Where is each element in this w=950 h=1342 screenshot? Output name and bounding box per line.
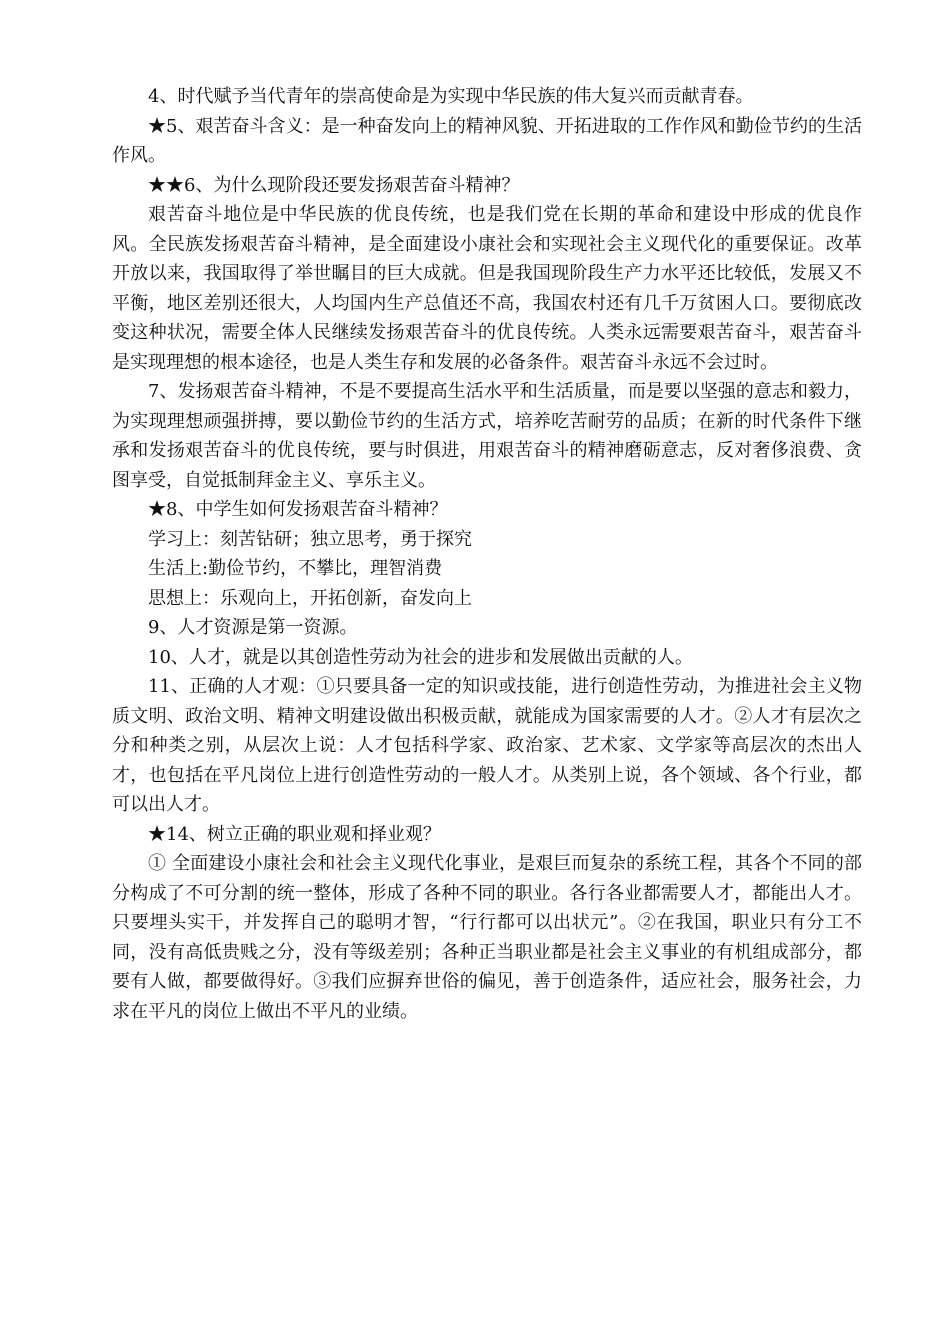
point-14-question: ★14、树立正确的职业观和择业观？ — [148, 823, 441, 845]
document-page — [112, 82, 862, 1026]
point-8-life: 生活上:勤俭节约，不攀比，理智消费 — [148, 558, 443, 579]
point-7: 7、发扬艰苦奋斗精神，不是不要提高生活水平和生活质量，而是要以坚强的意志和毅力，为实现理想顽强拼搏，要以勤俭节约的生活方式，培养吃苦耐劳的品质；在新的时代条件下继承和发扬艰苦奋斗的优良传统，要与时俱进，用艰苦奋斗的精神磨砺意志，反对奢侈浪费、贪图享受，自觉抵制拜金主义、享乐主义。 — [112, 381, 862, 491]
point-6-question: ★★6、为什么现阶段还要发扬艰苦奋斗精神？ — [148, 174, 520, 196]
point-6-answer: 艰苦奋斗地位是中华民族的优良传统，也是我们党在长期的革命和建设中形成的优良作风。全民族发扬艰苦奋斗精神，是全面建设小康社会和实现社会主义现代化的重要保证。改革开放以来，我国取得了举世瞩目的巨大成就。但是我国现阶段生产力水平还比较低，发展又不平衡，地区差别还很大，人均国内生产总值还不高，我国农村还有几千万贫困人口。要彻底改变这种状况，需要全体人民继续发扬艰苦奋斗的优良传统。人类永远需要艰苦奋斗，艰苦奋斗是实现理想的根本途径，也是人类生存和发展的必备条件。艰苦奋斗永远不会过时。 — [112, 204, 862, 373]
point-8-thought: 思想上：乐观向上，开拓创新，奋发向上 — [148, 587, 472, 609]
point-5-definition: ★5、艰苦奋斗含义：是一种奋发向上的精神风貌、开拓进取的工作作风和勤俭节约的生活作风。 — [112, 115, 862, 166]
point-4: 4、时代赋予当代青年的崇高使命是为实现中华民族的伟大复兴而贡献青春。 — [148, 86, 754, 107]
point-11: 11、正确的人才观：①只要具备一定的知识或技能，进行创造性劳动，为推进社会主义物质文明、政治文明、精神文明建设做出积极贡献，就能成为国家需要的人才。②人才有层次之分和种类之别，从层次上说：人才包括科学家、政治家、艺术家、文学家等高层次的杰出人才，也包括在平凡岗位上进行创造性劳动的一般人才。从类别上说，各个领域、各个行业，都可以出人才。 — [112, 676, 862, 815]
point-8-question: ★8、中学生如何发扬艰苦奋斗精神？ — [148, 499, 448, 520]
point-9: 9、人才资源是第一资源。 — [148, 617, 358, 638]
point-8-study: 学习上：刻苦钻研；独立思考，勇于探究 — [148, 528, 472, 550]
point-14-answer: ① 全面建设小康社会和社会主义现代化事业，是艰巨而复杂的系统工程，其各个不同的部分构成了不可分割的统一整体，形成了各种不同的职业。各行各业都需要人才，都能出人才。只要埋头实干，并发挥自己的聪明才智，“行行都可以出状元”。②在我国，职业只有分工不同，没有高低贵贱之分，没有等级差别；各种正当职业都是社会主义事业的有机组成部分，都要有人做，都要做得好。③我们应摒弃世俗的偏见，善于创造条件，适应社会，服务社会，力求在平凡的岗位上做出不平凡的业绩。 — [112, 853, 862, 1022]
point-10: 10、人才，就是以其创造性劳动为社会的进步和发展做出贡献的人。 — [148, 646, 693, 668]
